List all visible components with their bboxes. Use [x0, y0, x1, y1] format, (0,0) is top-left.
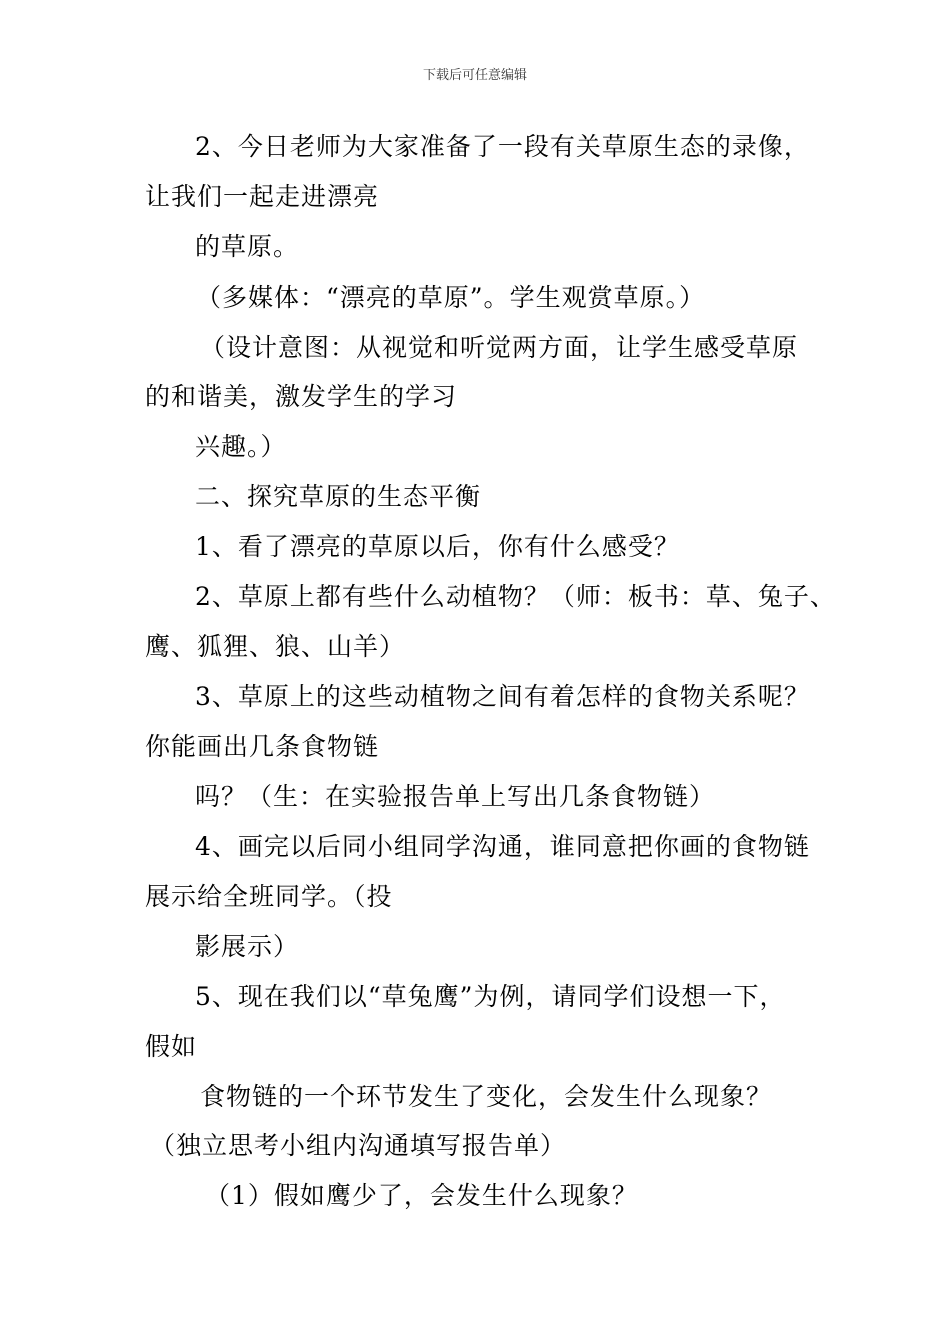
paragraph-line: 食物链的一个环节发生了变化，会发生什么现象？: [200, 1082, 773, 1111]
paragraph-line: 2、草原上都有些什么动植物？（师：板书：草、兔子、: [195, 582, 836, 611]
paragraph-line: （设计意图：从视觉和听觉两方面，让学生感受草原: [200, 333, 799, 362]
paragraph-line: （1）假如鹰少了，会发生什么现象？: [205, 1181, 638, 1210]
paragraph-line: 的和谐美，激发学生的学习: [145, 382, 458, 411]
paragraph-line: 让我们一起走进漂亮: [145, 182, 380, 211]
paragraph-line: 你能画出几条食物链: [145, 732, 380, 761]
paragraph-line: 假如: [145, 1032, 198, 1061]
paragraph-line: 1、看了漂亮的草原以后，你有什么感受？: [195, 532, 680, 561]
paragraph-line: 鹰、狐狸、狼、山羊）: [145, 632, 406, 661]
paragraph-line: （独立思考小组内沟通填写报告单）: [150, 1131, 567, 1160]
paragraph-line: 兴趣。）: [195, 432, 287, 461]
paragraph-line: 5、现在我们以“草兔鹰”为例，请同学们设想一下，: [195, 982, 786, 1011]
paragraph-line: 影展示）: [195, 932, 300, 961]
paragraph-line: 的草原。: [195, 232, 300, 261]
paragraph-line: 4、画完以后同小组同学沟通，谁同意把你画的食物链: [195, 832, 810, 861]
paragraph-line: 2、今日老师为大家准备了一段有关草原生态的录像，: [195, 132, 810, 161]
paragraph-line: 吗？（生：在实验报告单上写出几条食物链）: [195, 782, 716, 811]
section-heading: 二、探究草原的生态平衡: [195, 482, 482, 511]
paragraph-line: （多媒体：“漂亮的草原”。学生观赏草原。）: [196, 283, 706, 312]
paragraph-line: 3、草原上的这些动植物之间有着怎样的食物关系呢？: [195, 682, 810, 711]
page-header: 下载后可任意编辑: [422, 68, 527, 83]
paragraph-line: 展示给全班同学。（投: [145, 882, 393, 911]
